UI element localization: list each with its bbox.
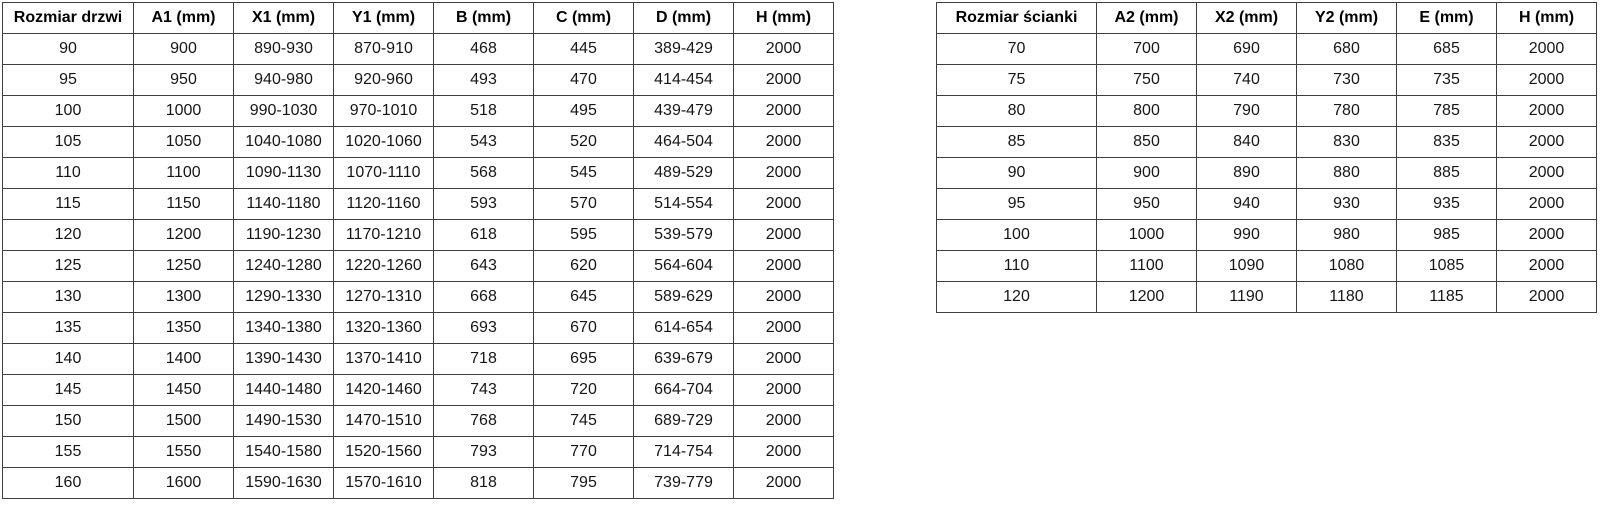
table-cell: 1220-1260 [334, 251, 434, 282]
table-cell: 2000 [734, 220, 834, 251]
table-cell: 135 [3, 313, 134, 344]
table-cell: 1550 [134, 437, 234, 468]
table-cell: 1420-1460 [334, 375, 434, 406]
table-cell: 110 [3, 158, 134, 189]
column-header: Rozmiar drzwi [3, 3, 134, 34]
table-cell: 95 [937, 189, 1097, 220]
table-cell: 1490-1530 [234, 406, 334, 437]
table-cell: 2000 [1497, 158, 1597, 189]
table-cell: 770 [534, 437, 634, 468]
table-cell: 2000 [734, 34, 834, 65]
table-cell: 2000 [1497, 65, 1597, 96]
table-cell: 70 [937, 34, 1097, 65]
column-header: D (mm) [634, 3, 734, 34]
table-cell: 2000 [734, 251, 834, 282]
table-cell: 780 [1297, 96, 1397, 127]
table-cell: 439-479 [634, 96, 734, 127]
table-cell: 1450 [134, 375, 234, 406]
column-header: B (mm) [434, 3, 534, 34]
table-cell: 595 [534, 220, 634, 251]
table-cell: 1180 [1297, 282, 1397, 313]
table-cell: 115 [3, 189, 134, 220]
table-cell: 160 [3, 468, 134, 499]
column-header: X2 (mm) [1197, 3, 1297, 34]
table-cell: 2000 [1497, 96, 1597, 127]
table-cell: 2000 [734, 189, 834, 220]
table-cell: 389-429 [634, 34, 734, 65]
table-cell: 1370-1410 [334, 344, 434, 375]
table-cell: 145 [3, 375, 134, 406]
table-cell: 740 [1197, 65, 1297, 96]
table-cell: 1190-1230 [234, 220, 334, 251]
table-cell: 990-1030 [234, 96, 334, 127]
table-cell: 730 [1297, 65, 1397, 96]
table-cell: 739-779 [634, 468, 734, 499]
table-cell: 564-604 [634, 251, 734, 282]
table-cell: 1080 [1297, 251, 1397, 282]
table-cell: 155 [3, 437, 134, 468]
table-cell: 840 [1197, 127, 1297, 158]
table-cell: 1540-1580 [234, 437, 334, 468]
table-cell: 1085 [1397, 251, 1497, 282]
table-cell: 568 [434, 158, 534, 189]
table-row [937, 158, 1597, 189]
table-cell: 2000 [1497, 220, 1597, 251]
table-cell: 493 [434, 65, 534, 96]
table-cell: 518 [434, 96, 534, 127]
table-cell: 1340-1380 [234, 313, 334, 344]
table-cell: 1090 [1197, 251, 1297, 282]
table-cell: 2000 [1497, 251, 1597, 282]
table-cell: 935 [1397, 189, 1497, 220]
table-row [3, 282, 834, 313]
table-cell: 90 [937, 158, 1097, 189]
table-row [937, 127, 1597, 158]
table-cell: 120 [937, 282, 1097, 313]
table-cell: 885 [1397, 158, 1497, 189]
table-cell: 645 [534, 282, 634, 313]
table-cell: 514-554 [634, 189, 734, 220]
table-cell: 140 [3, 344, 134, 375]
table-cell: 890-930 [234, 34, 334, 65]
table-cell: 2000 [734, 437, 834, 468]
table-cell: 1090-1130 [234, 158, 334, 189]
table-cell: 668 [434, 282, 534, 313]
table-cell: 880 [1297, 158, 1397, 189]
table-cell: 150 [3, 406, 134, 437]
table-cell: 620 [534, 251, 634, 282]
table-cell: 930 [1297, 189, 1397, 220]
table-cell: 593 [434, 189, 534, 220]
table-cell: 470 [534, 65, 634, 96]
table-cell: 950 [1097, 189, 1197, 220]
table-cell: 1600 [134, 468, 234, 499]
table-cell: 689-729 [634, 406, 734, 437]
table-cell: 785 [1397, 96, 1497, 127]
table-row [937, 34, 1597, 65]
table-cell: 545 [534, 158, 634, 189]
table-cell: 1100 [134, 158, 234, 189]
table-cell: 720 [534, 375, 634, 406]
table-cell: 850 [1097, 127, 1197, 158]
table-row [3, 65, 834, 96]
table-cell: 2000 [1497, 127, 1597, 158]
table-cell: 1020-1060 [334, 127, 434, 158]
table-cell: 985 [1397, 220, 1497, 251]
table-cell: 2000 [1497, 189, 1597, 220]
table-cell: 1320-1360 [334, 313, 434, 344]
table-cell: 990 [1197, 220, 1297, 251]
column-header: Y2 (mm) [1297, 3, 1397, 34]
table-cell: 464-504 [634, 127, 734, 158]
column-header: X1 (mm) [234, 3, 334, 34]
table-cell: 835 [1397, 127, 1497, 158]
table-row [3, 34, 834, 65]
table-cell: 950 [134, 65, 234, 96]
table-cell: 1050 [134, 127, 234, 158]
table-cell: 700 [1097, 34, 1197, 65]
table-cell: 643 [434, 251, 534, 282]
table-cell: 468 [434, 34, 534, 65]
table-cell: 1500 [134, 406, 234, 437]
table-cell: 1040-1080 [234, 127, 334, 158]
table-cell: 1250 [134, 251, 234, 282]
table-cell: 690 [1197, 34, 1297, 65]
table-cell: 90 [3, 34, 134, 65]
table-cell: 110 [937, 251, 1097, 282]
table-cell: 1520-1560 [334, 437, 434, 468]
table-cell: 745 [534, 406, 634, 437]
table-cell: 1100 [1097, 251, 1197, 282]
table-cell: 2000 [734, 468, 834, 499]
table-cell: 1190 [1197, 282, 1297, 313]
table-cell: 2000 [734, 313, 834, 344]
door-size-table [2, 2, 834, 499]
table-cell: 1570-1610 [334, 468, 434, 499]
table-cell: 1120-1160 [334, 189, 434, 220]
table-cell: 445 [534, 34, 634, 65]
table-row [937, 251, 1597, 282]
table-cell: 900 [134, 34, 234, 65]
table-cell: 1470-1510 [334, 406, 434, 437]
table-cell: 670 [534, 313, 634, 344]
table-cell: 890 [1197, 158, 1297, 189]
table-row [937, 96, 1597, 127]
table-cell: 795 [534, 468, 634, 499]
wall-panel-size-table [936, 2, 1597, 313]
table-cell: 2000 [1497, 34, 1597, 65]
table-cell: 1400 [134, 344, 234, 375]
table-cell: 489-529 [634, 158, 734, 189]
column-header: Rozmiar ścianki [937, 3, 1097, 34]
table-cell: 743 [434, 375, 534, 406]
table-row [3, 375, 834, 406]
table-row [3, 344, 834, 375]
column-header: H (mm) [734, 3, 834, 34]
table-cell: 1150 [134, 189, 234, 220]
table-cell: 130 [3, 282, 134, 313]
door-table-header-row [3, 3, 834, 34]
table-cell: 2000 [734, 96, 834, 127]
panel-table-header-row [937, 3, 1597, 34]
table-cell: 614-654 [634, 313, 734, 344]
table-cell: 980 [1297, 220, 1397, 251]
table-cell: 1590-1630 [234, 468, 334, 499]
table-cell: 2000 [734, 65, 834, 96]
table-row [937, 220, 1597, 251]
table-cell: 870-910 [334, 34, 434, 65]
table-cell: 1200 [1097, 282, 1197, 313]
table-cell: 120 [3, 220, 134, 251]
table-cell: 414-454 [634, 65, 734, 96]
table-row [3, 220, 834, 251]
table-cell: 520 [534, 127, 634, 158]
table-cell: 2000 [734, 282, 834, 313]
table-cell: 95 [3, 65, 134, 96]
table-cell: 693 [434, 313, 534, 344]
table-cell: 2000 [734, 158, 834, 189]
table-cell: 570 [534, 189, 634, 220]
table-cell: 685 [1397, 34, 1497, 65]
table-cell: 940-980 [234, 65, 334, 96]
table-cell: 125 [3, 251, 134, 282]
table-cell: 85 [937, 127, 1097, 158]
column-header: H (mm) [1497, 3, 1597, 34]
table-cell: 539-579 [634, 220, 734, 251]
table-row [3, 96, 834, 127]
table-cell: 830 [1297, 127, 1397, 158]
table-cell: 735 [1397, 65, 1497, 96]
table-row [3, 313, 834, 344]
table-row [937, 282, 1597, 313]
table-cell: 105 [3, 127, 134, 158]
table-cell: 970-1010 [334, 96, 434, 127]
table-cell: 790 [1197, 96, 1297, 127]
table-cell: 1170-1210 [334, 220, 434, 251]
table-cell: 1300 [134, 282, 234, 313]
table-cell: 1350 [134, 313, 234, 344]
column-header: C (mm) [534, 3, 634, 34]
table-cell: 495 [534, 96, 634, 127]
table-cell: 80 [937, 96, 1097, 127]
table-cell: 2000 [734, 344, 834, 375]
table-cell: 800 [1097, 96, 1197, 127]
table-cell: 714-754 [634, 437, 734, 468]
table-cell: 664-704 [634, 375, 734, 406]
table-cell: 750 [1097, 65, 1197, 96]
table-cell: 695 [534, 344, 634, 375]
table-cell: 1270-1310 [334, 282, 434, 313]
table-cell: 543 [434, 127, 534, 158]
table-row [3, 189, 834, 220]
table-row [3, 468, 834, 499]
table-cell: 1290-1330 [234, 282, 334, 313]
table-cell: 1000 [1097, 220, 1197, 251]
table-cell: 1140-1180 [234, 189, 334, 220]
table-cell: 718 [434, 344, 534, 375]
table-cell: 1440-1480 [234, 375, 334, 406]
column-header: A1 (mm) [134, 3, 234, 34]
table-cell: 900 [1097, 158, 1197, 189]
table-cell: 2000 [1497, 282, 1597, 313]
table-cell: 680 [1297, 34, 1397, 65]
column-header: A2 (mm) [1097, 3, 1197, 34]
table-cell: 793 [434, 437, 534, 468]
table-cell: 920-960 [334, 65, 434, 96]
table-cell: 100 [937, 220, 1097, 251]
table-cell: 1185 [1397, 282, 1497, 313]
table-cell: 2000 [734, 127, 834, 158]
table-cell: 768 [434, 406, 534, 437]
table-cell: 1390-1430 [234, 344, 334, 375]
table-row [3, 437, 834, 468]
column-header: E (mm) [1397, 3, 1497, 34]
table-row [3, 251, 834, 282]
table-cell: 1200 [134, 220, 234, 251]
table-cell: 2000 [734, 406, 834, 437]
table-row [3, 127, 834, 158]
table-cell: 1070-1110 [334, 158, 434, 189]
table-cell: 1000 [134, 96, 234, 127]
table-cell: 1240-1280 [234, 251, 334, 282]
table-row [3, 158, 834, 189]
table-cell: 589-629 [634, 282, 734, 313]
table-cell: 639-679 [634, 344, 734, 375]
table-cell: 75 [937, 65, 1097, 96]
table-cell: 2000 [734, 375, 834, 406]
table-row [937, 65, 1597, 96]
table-cell: 618 [434, 220, 534, 251]
table-cell: 940 [1197, 189, 1297, 220]
table-row [3, 406, 834, 437]
column-header: Y1 (mm) [334, 3, 434, 34]
table-cell: 818 [434, 468, 534, 499]
table-cell: 100 [3, 96, 134, 127]
table-row [937, 189, 1597, 220]
